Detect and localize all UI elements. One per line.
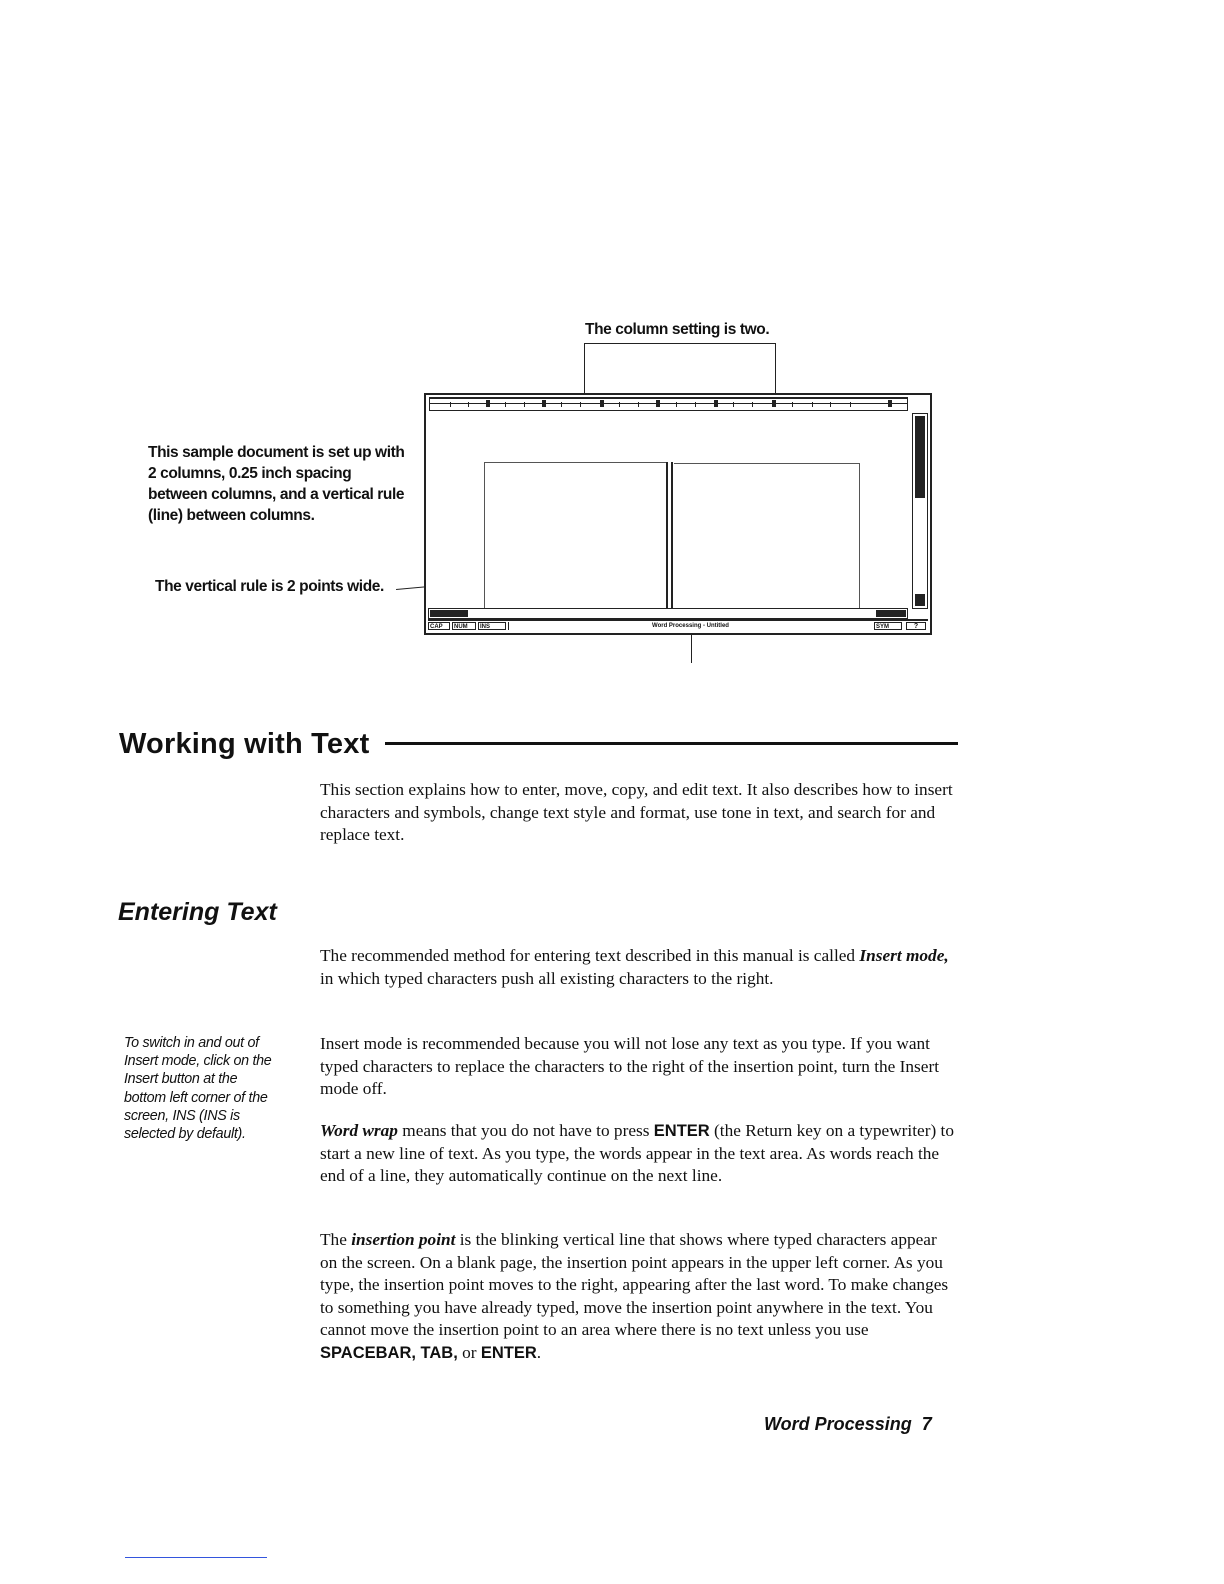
ruler xyxy=(429,397,908,411)
page-number: 7 xyxy=(921,1414,932,1434)
ruler-marker xyxy=(656,400,660,407)
footer-section-name: Word Processing xyxy=(764,1414,912,1434)
term-insertion-point: insertion point xyxy=(351,1230,456,1249)
horizontal-scrollbar[interactable] xyxy=(428,608,908,619)
subsection-heading-entering-text: Entering Text xyxy=(118,898,277,926)
num-indicator[interactable]: NUM xyxy=(452,622,476,630)
paragraph-word-wrap: Word wrap means that you do not have to press ENTER (the Return key on a typewriter) to start a new line of text. As you type, the words appear in the text area. As words reach the end of a line, they automatically continue on the next line. xyxy=(320,1121,954,1185)
scroll-right-arrow-icon[interactable] xyxy=(876,610,906,617)
paragraph-insertion-point: The insertion point is the blinking vertical line that shows where typed characters appear on the screen. On a blank page, the insertion point appears in the upper left corner. As you type, the insertion point moves to the right, appearing after the last word. To make changes to something you have already typed, move the insertion point anywhere in the text. You cannot move the insertion point to an area where there is no text unless you use SPACEBAR, TAB, or ENTER. xyxy=(320,1230,949,1362)
keys-spacebar-tab: SPACEBAR, TAB, xyxy=(320,1343,458,1362)
intro-paragraph xyxy=(320,779,954,847)
scroll-left-arrow-icon[interactable] xyxy=(430,610,468,617)
ruler-marker xyxy=(888,400,892,407)
symbol-button[interactable]: SYM xyxy=(874,622,902,630)
cap-indicator[interactable]: CAP xyxy=(428,622,450,630)
caption-sample-document: This sample document is set up with 2 columns, 0.25 inch spacing between columns, and a vertical rule (line) between columns. xyxy=(148,444,405,524)
scroll-thumb[interactable] xyxy=(915,416,925,498)
status-bar xyxy=(428,619,928,631)
text-column-right xyxy=(674,463,860,608)
window-title: Word Processing - Untitled xyxy=(508,622,872,630)
margin-note: To switch in and out of Insert mode, click on the Insert button at the bottom left corner of the screen, INS (INS is selected by default). xyxy=(124,1035,272,1143)
paragraph-insert-mode: The recommended method for entering text described in this manual is called Insert mode, in which typed characters push all existing characters to the right. xyxy=(320,946,949,988)
caption-column-setting: The column setting is two. xyxy=(585,321,770,338)
key-enter: ENTER xyxy=(480,1343,537,1362)
ruler-marker xyxy=(486,400,490,407)
page-footer xyxy=(764,1414,932,1435)
paragraph-insert-mode-recommended: Insert mode is recommended because you will not lose any text as you type. If you want typed characters to replace the characters to the right of the insertion point, turn the Insert mode off. xyxy=(320,1034,940,1098)
word-processor-screenshot xyxy=(424,393,932,635)
callout-line xyxy=(584,343,775,344)
column-vertical-rule xyxy=(666,462,668,608)
text-column-left xyxy=(484,462,666,608)
ruler-marker xyxy=(600,400,604,407)
insert-button[interactable]: INS xyxy=(478,622,506,630)
key-enter: ENTER xyxy=(653,1122,710,1140)
bottom-rule xyxy=(125,1557,267,1558)
column-vertical-rule xyxy=(671,462,673,608)
ruler-marker xyxy=(772,400,776,407)
ruler-marker xyxy=(542,400,546,407)
scroll-down-arrow-icon[interactable] xyxy=(915,594,925,606)
help-button[interactable]: ? xyxy=(906,622,926,630)
term-word-wrap: Word wrap xyxy=(320,1121,398,1140)
heading-rule xyxy=(385,742,958,745)
vertical-scrollbar[interactable] xyxy=(912,413,928,609)
term-insert-mode: Insert mode, xyxy=(859,946,949,965)
ruler-marker xyxy=(714,400,718,407)
section-heading-working-with-text: Working with Text xyxy=(119,728,370,760)
caption-vertical-rule: The vertical rule is 2 points wide. xyxy=(155,578,384,595)
intro-text: This section explains how to enter, move, copy, and edit text. It also describes how to insert characters and symbols, change text style and format, use tone in text, and search for and replace text. xyxy=(320,780,953,844)
